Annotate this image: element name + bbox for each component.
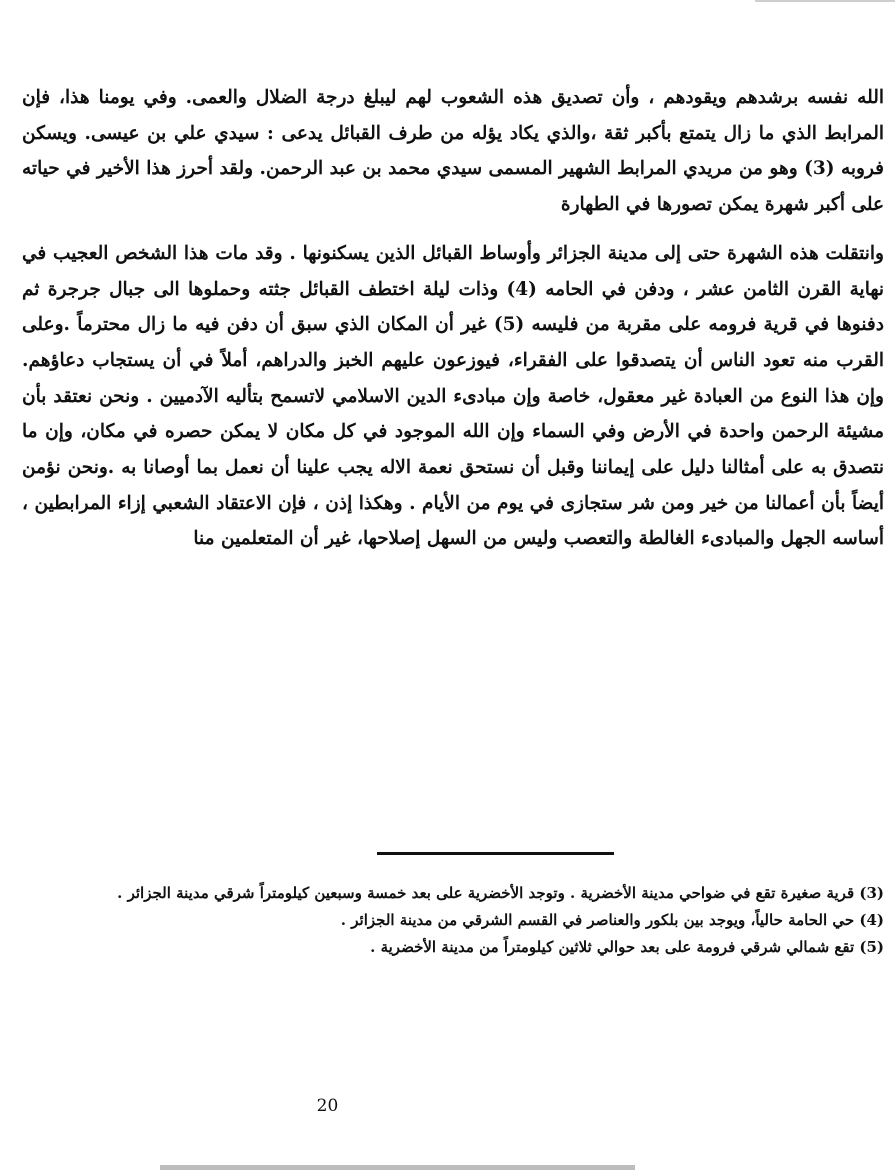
footnote-3: (3) قرية صغيرة تقع في ضواحي مدينة الأخضرية . وتوجد الأخضرية على بعد خمسة وسبعين كيلومتراً شرقي مدينة الجزائر . [117,884,884,902]
paragraph-1: الله نفسه برشدهم ويقودهم ، وأن تصديق هذه الشعوب لهم ليبلغ درجة الضلال والعمى. وفي يومنا هذا، فإن المرابط الذي ما زال يتمتع بأكبر ثقة ،والذي يكاد يؤله من طرف القبائل يدعى : سيدي علي بن عيسى. ويسكن فروبه (3) وهو من مريدي المرابط الشهير المسمى سيدي محمد بن عبد الرحمن. ولقد أحرز هذا الأخير في حياته على أكبر شهرة يمكن تصورها في الطهارة [22,87,885,216]
top-edge-mark [755,0,895,2]
footnote-separator [377,852,614,855]
bottom-edge-mark [160,1165,635,1170]
footnote-4: (4) حي الحامة حالياً، ويوجد بين بلكور والعناصر في القسم الشرقي من مدينة الجزائر . [340,911,884,929]
page-body [8,80,888,557]
footnote-5: (5) تقع شمالي شرقي فرومة على بعد حوالي ثلاثين كيلومتراً من مدينة الأخضرية . [370,938,884,956]
paragraph-spacer [8,223,888,236]
footnotes-section [8,881,888,962]
paragraph-2: وانتقلت هذه الشهرة حتى إلى مدينة الجزائر وأوساط القبائل الذين يسكنونها . وقد مات هذا الشخص العجيب في نهاية القرن الثامن عشر ، ودفن في الحامه (4) وذات ليلة اختطف القبائل جثته وحملوها الى جبال جرجرة ثم دفنوها في قرية فرومه على مقربة من فليسه (5) غير أن المكان الذي سبق أن دفن فيه ما زال محترماً .وعلى القرب منه تعود الناس أن يتصدقوا على الفقراء، فيوزعون عليهم الخبز والدراهم، أملاً في أن يستجاب دعاؤهم. وإن هذا النوع من العبادة غير معقول، خاصة وإن مبادىء الدين الاسلامي لاتسمح بتأليه الآدميين . ونحن نعتقد بأن مشيئة الرحمن واحدة في الأرض وفي السماء وإن الله الموجود في كل مكان لا يمكن حصره في مكان، وإن ما نتصدق به على أمثالنا دليل على إيماننا وقبل أن نستحق نعمة الاله يجب علينا أن نعمل بما أوصانا به .ونحن نؤمن أيضاً بأن أعمالنا من خير ومن شر ستجازى في يوم من الأيام . وهكذا إذن ، فإن الاعتقاد الشعبي إزاء المرابطين ، أساسه الجهل والمبادىء الغالطة والتعصب وليس من السهل إصلاحها، غير أن المتعلمين منا [22,242,885,550]
page-number: 20 [316,1096,339,1116]
